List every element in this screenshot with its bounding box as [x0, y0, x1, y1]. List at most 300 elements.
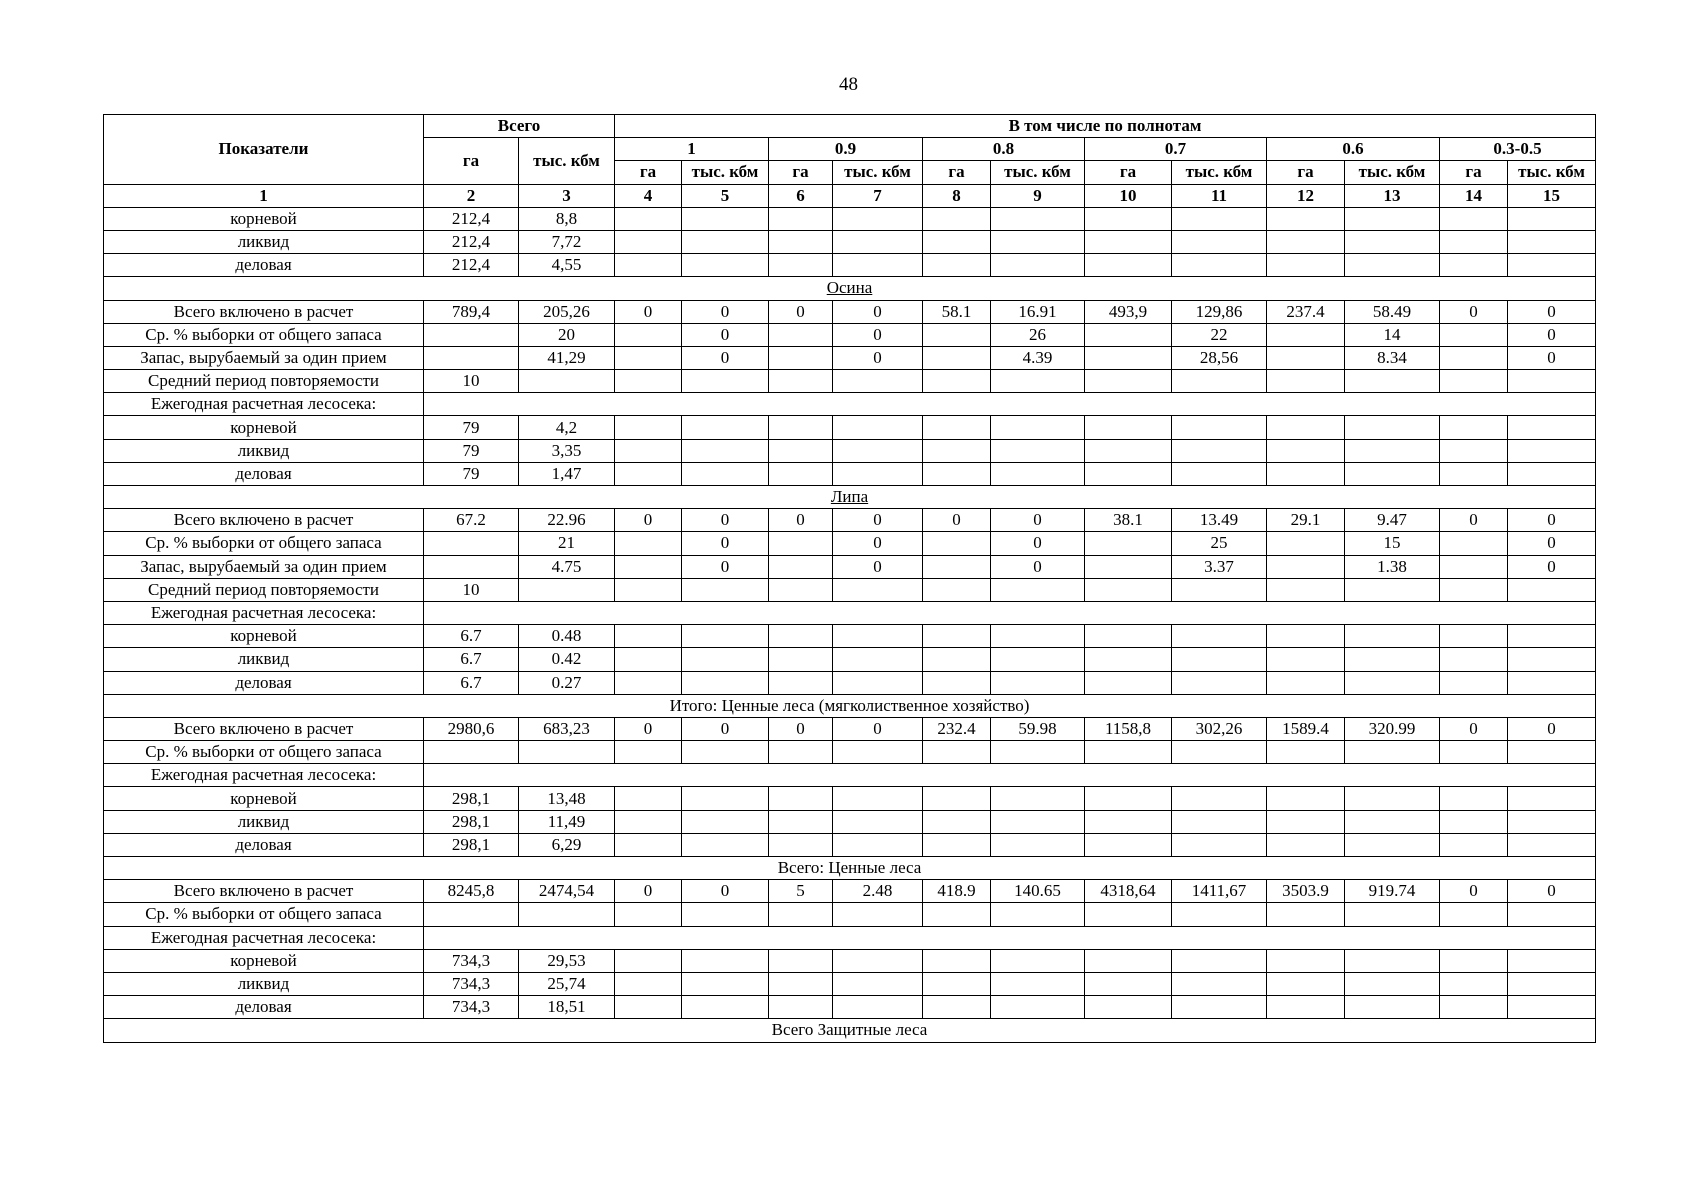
table-cell — [1345, 207, 1440, 230]
table-cell — [1085, 555, 1172, 578]
table-cell — [1172, 996, 1267, 1019]
table-cell — [1440, 370, 1508, 393]
table-cell: 8245,8 — [424, 880, 519, 903]
table-cell — [1267, 462, 1345, 485]
table-cell — [1345, 833, 1440, 856]
table-cell — [1267, 671, 1345, 694]
table-cell: 789,4 — [424, 300, 519, 323]
table-row — [104, 787, 1596, 810]
table-cell — [923, 996, 991, 1019]
table-cell — [615, 230, 682, 253]
section-row — [104, 857, 1596, 880]
table-cell: 8.34 — [1345, 346, 1440, 369]
table-cell — [769, 741, 833, 764]
table-cell — [1172, 625, 1267, 648]
table-cell — [1440, 416, 1508, 439]
table-cell — [615, 323, 682, 346]
table-cell — [1085, 462, 1172, 485]
table-row — [104, 207, 1596, 230]
table-cell: 0 — [682, 346, 769, 369]
table-cell — [615, 439, 682, 462]
table-cell — [1345, 254, 1440, 277]
table-cell — [615, 254, 682, 277]
table-cell: 0 — [991, 555, 1085, 578]
table-cell: 6,29 — [519, 833, 615, 856]
header-tcm: тыс. кбм — [1508, 161, 1596, 184]
header-density: 0.7 — [1085, 138, 1267, 161]
column-number: 2 — [424, 184, 519, 207]
column-number: 13 — [1345, 184, 1440, 207]
table-cell: 205,26 — [519, 300, 615, 323]
table-cell — [1267, 972, 1345, 995]
row-label: Ср. % выборки от общего запаса — [104, 741, 424, 764]
table-cell — [833, 741, 923, 764]
row-label: ликвид — [104, 810, 424, 833]
table-row — [104, 254, 1596, 277]
table-cell: 129,86 — [1172, 300, 1267, 323]
table-cell: 21 — [519, 532, 615, 555]
table-cell — [769, 254, 833, 277]
table-cell — [615, 370, 682, 393]
table-cell: 232.4 — [923, 717, 991, 740]
table-cell: 3503.9 — [1267, 880, 1345, 903]
table-cell: 4,2 — [519, 416, 615, 439]
table-cell: 4.75 — [519, 555, 615, 578]
table-cell — [923, 949, 991, 972]
table-cell: 25,74 — [519, 972, 615, 995]
column-number: 11 — [1172, 184, 1267, 207]
subheading-row — [104, 764, 1596, 787]
table-cell — [1508, 416, 1596, 439]
table-cell — [1172, 833, 1267, 856]
page-number: 48 — [839, 74, 858, 95]
section-cell — [104, 486, 1596, 509]
table-cell — [923, 416, 991, 439]
table-cell — [424, 555, 519, 578]
table-cell — [1345, 741, 1440, 764]
table-cell: 418.9 — [923, 880, 991, 903]
table-cell: 734,3 — [424, 996, 519, 1019]
table-cell — [682, 996, 769, 1019]
table-cell — [1508, 741, 1596, 764]
table-cell — [769, 346, 833, 369]
table-cell — [615, 810, 682, 833]
table-cell — [1172, 648, 1267, 671]
table-cell — [615, 532, 682, 555]
table-cell — [1172, 370, 1267, 393]
table-row — [104, 300, 1596, 323]
table-cell — [615, 578, 682, 601]
table-cell: 26 — [991, 323, 1085, 346]
table-cell — [1345, 810, 1440, 833]
table-cell — [682, 741, 769, 764]
table-cell — [615, 741, 682, 764]
table-cell — [1345, 578, 1440, 601]
table-cell: 22.96 — [519, 509, 615, 532]
table-cell — [833, 416, 923, 439]
row-label: Средний период повторяемости — [104, 370, 424, 393]
table-cell — [923, 323, 991, 346]
table-cell: 10 — [424, 370, 519, 393]
table-cell: 38.1 — [1085, 509, 1172, 532]
table-cell: 9.47 — [1345, 509, 1440, 532]
column-number: 1 — [104, 184, 424, 207]
table-cell — [769, 462, 833, 485]
table-cell — [1267, 578, 1345, 601]
table-row — [104, 972, 1596, 995]
table-cell — [923, 462, 991, 485]
table-cell — [1508, 207, 1596, 230]
header-ha: га — [1440, 161, 1508, 184]
table-cell — [769, 810, 833, 833]
table-cell: 22 — [1172, 323, 1267, 346]
table-cell: 0 — [991, 532, 1085, 555]
table-cell — [991, 949, 1085, 972]
table-cell: 67.2 — [424, 509, 519, 532]
header-tcm: тыс. кбм — [682, 161, 769, 184]
table-cell — [1267, 532, 1345, 555]
table-cell — [615, 833, 682, 856]
table-row — [104, 370, 1596, 393]
header-total: Всего — [424, 115, 615, 138]
empty-span-cell — [424, 926, 1596, 949]
table-cell — [1085, 370, 1172, 393]
table-cell — [769, 972, 833, 995]
table-cell — [923, 346, 991, 369]
header-ha: га — [1085, 161, 1172, 184]
table-cell — [923, 903, 991, 926]
table-row — [104, 949, 1596, 972]
table-cell: 0.27 — [519, 671, 615, 694]
table-cell: 6.7 — [424, 671, 519, 694]
table-cell — [682, 230, 769, 253]
table-cell: 1,47 — [519, 462, 615, 485]
table-cell — [769, 532, 833, 555]
table-cell — [833, 648, 923, 671]
table-cell: 734,3 — [424, 949, 519, 972]
table-cell — [682, 462, 769, 485]
table-cell — [424, 323, 519, 346]
column-number: 8 — [923, 184, 991, 207]
table-cell — [1172, 741, 1267, 764]
table-cell: 0 — [1440, 509, 1508, 532]
table-cell: 0 — [833, 346, 923, 369]
table-cell — [682, 370, 769, 393]
table-cell: 298,1 — [424, 787, 519, 810]
table-cell — [682, 416, 769, 439]
table-row — [104, 555, 1596, 578]
section-title: Итого: Ценные леса (мягколиственное хозяйство) — [669, 695, 1030, 715]
table-cell: 5 — [769, 880, 833, 903]
table-cell — [923, 741, 991, 764]
table-cell: 58.1 — [923, 300, 991, 323]
table-cell: 0 — [682, 509, 769, 532]
table-cell — [769, 416, 833, 439]
table-cell — [1085, 439, 1172, 462]
table-cell: 0 — [615, 880, 682, 903]
section-title: Липа — [830, 487, 869, 507]
column-number: 3 — [519, 184, 615, 207]
table-cell — [1267, 323, 1345, 346]
table-cell — [1085, 346, 1172, 369]
table-row — [104, 578, 1596, 601]
table-cell — [682, 810, 769, 833]
table-cell — [1440, 787, 1508, 810]
table-cell — [1172, 787, 1267, 810]
table-cell — [833, 833, 923, 856]
row-label: Запас, вырубаемый за один прием — [104, 346, 424, 369]
row-label: ликвид — [104, 648, 424, 671]
table-cell — [682, 578, 769, 601]
table-cell — [519, 578, 615, 601]
table-cell: 0 — [682, 532, 769, 555]
table-cell — [1440, 439, 1508, 462]
table-cell — [1345, 416, 1440, 439]
table-cell — [923, 787, 991, 810]
table-cell — [1440, 207, 1508, 230]
header-density: 0.3-0.5 — [1440, 138, 1596, 161]
row-label: Ежегодная расчетная лесосека: — [104, 764, 424, 787]
table-row — [104, 416, 1596, 439]
table-body — [104, 207, 1596, 1042]
column-number: 5 — [682, 184, 769, 207]
table-cell — [1440, 625, 1508, 648]
table-row — [104, 230, 1596, 253]
table-cell — [615, 949, 682, 972]
table-cell — [923, 555, 991, 578]
table-cell — [769, 671, 833, 694]
table-cell: 7,72 — [519, 230, 615, 253]
table-cell — [833, 972, 923, 995]
table-cell: 734,3 — [424, 972, 519, 995]
table-cell — [424, 346, 519, 369]
table-cell — [1345, 462, 1440, 485]
table-cell: 302,26 — [1172, 717, 1267, 740]
section-title: Всего Защитные леса — [771, 1020, 928, 1040]
table-cell — [923, 972, 991, 995]
table-cell: 8,8 — [519, 207, 615, 230]
header-ha: га — [1267, 161, 1345, 184]
subheading-row — [104, 393, 1596, 416]
table-row — [104, 462, 1596, 485]
table-cell — [991, 996, 1085, 1019]
row-label: Всего включено в расчет — [104, 509, 424, 532]
table-cell — [1267, 833, 1345, 856]
table-cell — [923, 439, 991, 462]
table-row — [104, 741, 1596, 764]
table-row — [104, 439, 1596, 462]
section-row — [104, 486, 1596, 509]
table-cell: 0 — [769, 509, 833, 532]
table-cell — [1508, 972, 1596, 995]
table-cell — [833, 370, 923, 393]
table-cell — [1440, 462, 1508, 485]
header-ha: га — [615, 161, 682, 184]
table-cell: 0 — [769, 300, 833, 323]
header-tcm: тыс. кбм — [1172, 161, 1267, 184]
table-cell — [682, 207, 769, 230]
header-indicators: Показатели — [104, 115, 424, 185]
table-cell — [519, 370, 615, 393]
table-cell — [1172, 416, 1267, 439]
table-cell — [1508, 996, 1596, 1019]
table-cell — [1085, 254, 1172, 277]
row-label: корневой — [104, 949, 424, 972]
table-cell: 3.37 — [1172, 555, 1267, 578]
table-cell — [1345, 625, 1440, 648]
table-cell — [923, 625, 991, 648]
header-density: 1 — [615, 138, 769, 161]
table-cell: 15 — [1345, 532, 1440, 555]
table-cell — [1440, 949, 1508, 972]
table-cell — [833, 787, 923, 810]
table-cell — [1440, 230, 1508, 253]
table-cell — [424, 741, 519, 764]
table-cell — [682, 833, 769, 856]
table-cell: 0 — [1508, 509, 1596, 532]
table-cell — [1085, 323, 1172, 346]
table-cell — [833, 254, 923, 277]
table-cell — [1440, 254, 1508, 277]
table-cell — [615, 972, 682, 995]
table-cell: 13,48 — [519, 787, 615, 810]
table-cell: 2980,6 — [424, 717, 519, 740]
table-cell: 0 — [833, 555, 923, 578]
row-label: деловая — [104, 462, 424, 485]
table-cell — [1085, 671, 1172, 694]
table-cell — [1172, 578, 1267, 601]
table-cell — [682, 648, 769, 671]
table-cell — [923, 833, 991, 856]
table-row — [104, 509, 1596, 532]
table-cell — [769, 625, 833, 648]
row-label: Средний период повторяемости — [104, 578, 424, 601]
table-cell — [769, 370, 833, 393]
table-cell: 683,23 — [519, 717, 615, 740]
column-number: 7 — [833, 184, 923, 207]
table-cell — [682, 903, 769, 926]
table-cell: 3,35 — [519, 439, 615, 462]
table-cell — [991, 787, 1085, 810]
table-cell — [833, 903, 923, 926]
table-cell — [1085, 578, 1172, 601]
column-number: 15 — [1508, 184, 1596, 207]
table-cell — [1345, 439, 1440, 462]
table-cell — [769, 996, 833, 1019]
row-label: корневой — [104, 787, 424, 810]
table-cell — [424, 532, 519, 555]
table-cell — [615, 555, 682, 578]
table-cell — [769, 578, 833, 601]
table-cell — [1508, 254, 1596, 277]
section-cell — [104, 694, 1596, 717]
table-cell: 140.65 — [991, 880, 1085, 903]
table-cell — [923, 648, 991, 671]
table-cell: 41,29 — [519, 346, 615, 369]
column-number: 14 — [1440, 184, 1508, 207]
header-total-tcm: тыс. кбм — [519, 138, 615, 184]
table-cell — [1267, 439, 1345, 462]
table-cell — [1267, 625, 1345, 648]
row-label: корневой — [104, 207, 424, 230]
table-cell — [833, 671, 923, 694]
table-cell: 919.74 — [1345, 880, 1440, 903]
table-cell — [833, 439, 923, 462]
header-ha: га — [923, 161, 991, 184]
table-cell: 0 — [1440, 880, 1508, 903]
header-tcm: тыс. кбм — [833, 161, 923, 184]
table-cell: 14 — [1345, 323, 1440, 346]
table-cell — [923, 671, 991, 694]
table-cell — [1508, 578, 1596, 601]
table-cell: 212,4 — [424, 230, 519, 253]
table-cell — [1345, 648, 1440, 671]
table-header — [104, 115, 1596, 208]
table-cell — [615, 903, 682, 926]
header-including: В том числе по полнотам — [615, 115, 1596, 138]
table-row — [104, 532, 1596, 555]
table-cell — [1267, 207, 1345, 230]
table-cell — [1085, 741, 1172, 764]
table-cell: 10 — [424, 578, 519, 601]
section-row — [104, 1019, 1596, 1042]
table-cell — [991, 741, 1085, 764]
table-cell — [1267, 810, 1345, 833]
table-cell — [991, 903, 1085, 926]
table-cell: 0 — [833, 300, 923, 323]
section-title: Всего: Ценные леса — [777, 858, 922, 878]
table-cell — [1440, 996, 1508, 1019]
table-cell — [923, 207, 991, 230]
table-cell — [615, 671, 682, 694]
table-row — [104, 717, 1596, 740]
table-cell — [1508, 810, 1596, 833]
row-label: ликвид — [104, 230, 424, 253]
table-row — [104, 625, 1596, 648]
header-density: 0.9 — [769, 138, 923, 161]
section-title: Осина — [826, 278, 873, 298]
table-cell — [1440, 346, 1508, 369]
table-cell — [1345, 949, 1440, 972]
table-cell: 2474,54 — [519, 880, 615, 903]
table-cell: 29,53 — [519, 949, 615, 972]
table-cell: 0.48 — [519, 625, 615, 648]
table-cell — [1085, 207, 1172, 230]
table-cell — [833, 949, 923, 972]
table-cell: 20 — [519, 323, 615, 346]
table-cell: 0 — [1508, 532, 1596, 555]
table-cell — [769, 323, 833, 346]
table-cell — [769, 207, 833, 230]
header-tcm: тыс. кбм — [1345, 161, 1440, 184]
table-cell — [833, 230, 923, 253]
table-cell — [1172, 462, 1267, 485]
table-cell — [1172, 230, 1267, 253]
table-cell — [923, 532, 991, 555]
table-cell — [991, 207, 1085, 230]
row-label: Ежегодная расчетная лесосека: — [104, 926, 424, 949]
table-cell — [1440, 741, 1508, 764]
table-cell — [1345, 972, 1440, 995]
column-number: 9 — [991, 184, 1085, 207]
table-cell — [615, 787, 682, 810]
table-cell: 79 — [424, 416, 519, 439]
table-cell — [991, 810, 1085, 833]
table-cell — [1508, 462, 1596, 485]
table-cell — [615, 625, 682, 648]
table-cell — [1440, 810, 1508, 833]
table-cell — [769, 648, 833, 671]
